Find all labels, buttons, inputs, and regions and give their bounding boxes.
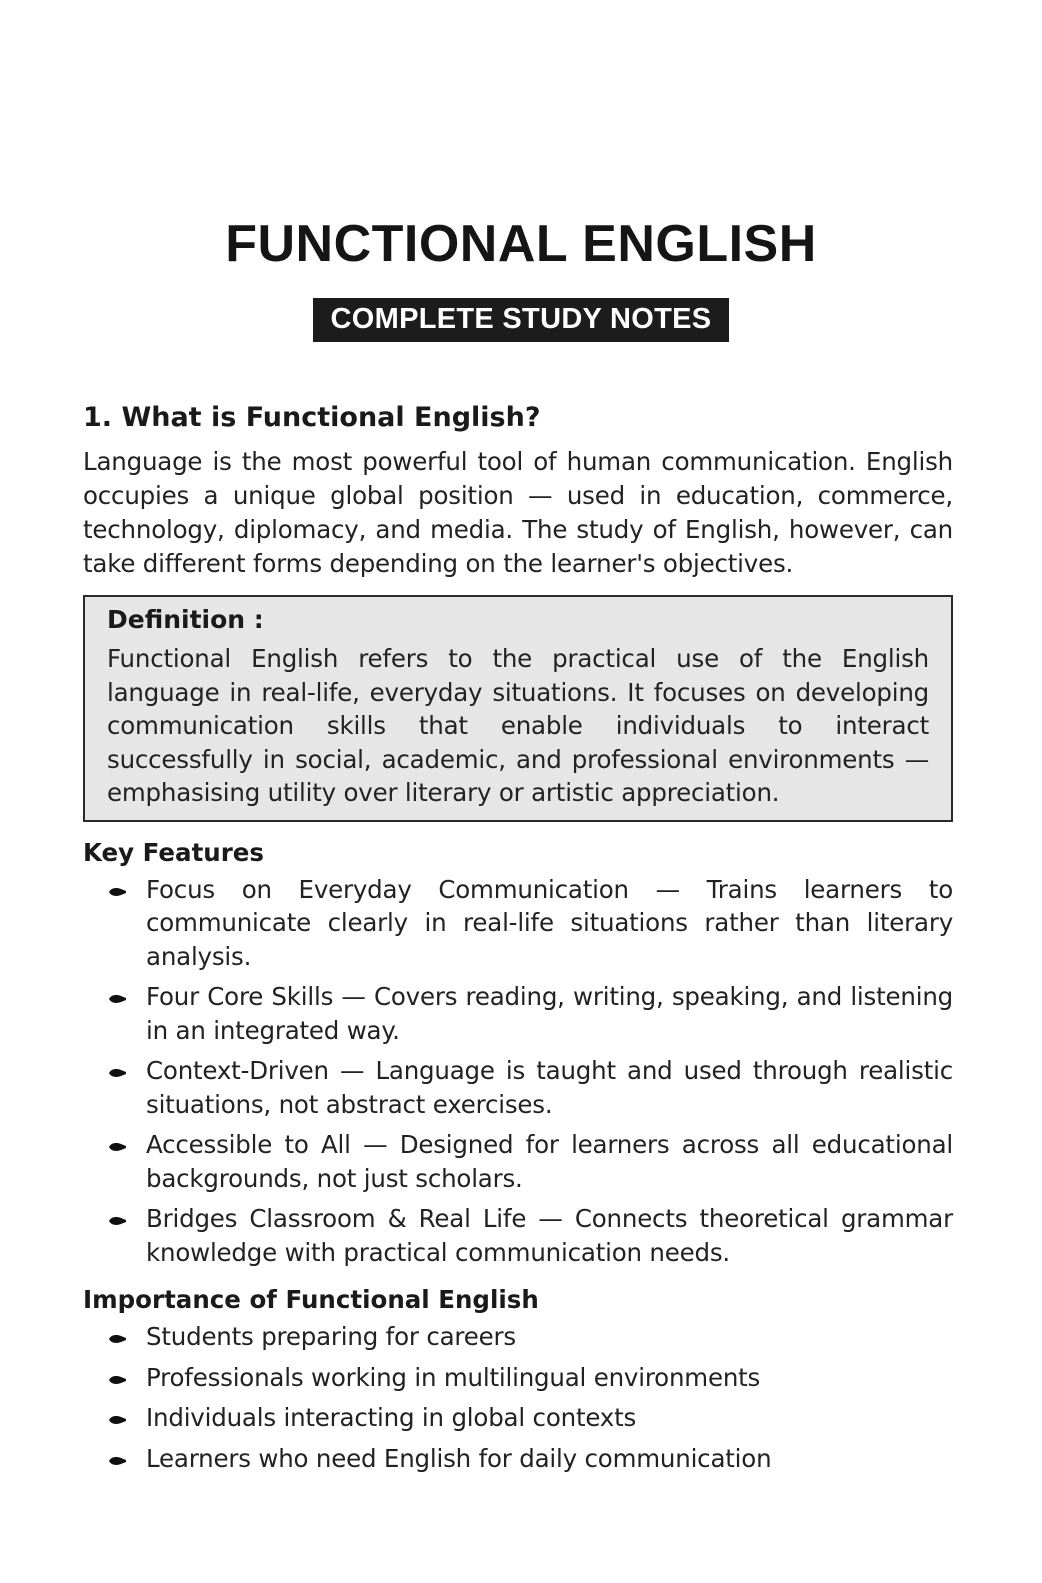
list-item: [83, 1202, 953, 1269]
definition-text: Functional English refers to the practical use of the English language in real-life, everyday situations. It focuses on developing communication skills that enable individuals to interact successfully in social, academic, and professional environments — emphasising utility over literary or artistic appreciation.: [107, 644, 929, 807]
importance-heading: Importance of Functional English: [83, 1285, 539, 1314]
pointing-hand-bullet-icon: [109, 887, 127, 897]
list-item: [83, 873, 953, 974]
importance-list: [83, 1320, 953, 1475]
list-item: [83, 1128, 953, 1195]
list-item-text: Learners who need English for daily communication: [146, 1443, 772, 1473]
pointing-hand-bullet-icon: [109, 1375, 127, 1385]
list-item: [83, 1320, 953, 1354]
list-item: [83, 1442, 953, 1476]
list-item-text: Students preparing for careers: [146, 1322, 516, 1351]
list-item-text: Four Core Skills — Covers reading, writing, speaking, and listening in an integrated way.: [146, 982, 953, 1045]
section-heading: 1. What is Functional English?: [83, 402, 541, 433]
pointing-hand-bullet-icon: [109, 1068, 127, 1078]
intro-paragraph: Language is the most powerful tool of human communication. English occupies a unique global position — used in education, commerce, technology, diplomacy, and media. The study of English, however, can take different forms depending on the learner's objectives.: [83, 447, 953, 578]
list-item-text: Context-Driven — Language is taught and used through realistic situations, not abstract exercises.: [146, 1056, 953, 1119]
pointing-hand-bullet-icon: [109, 1456, 127, 1466]
list-item: [83, 1054, 953, 1121]
key-features-list: [83, 873, 953, 1270]
subtitle-banner: [0, 298, 1042, 342]
key-features-heading: Key Features: [83, 837, 264, 867]
pointing-hand-bullet-icon: [109, 994, 127, 1004]
definition-box: [83, 595, 953, 822]
page-title: FUNCTIONAL ENGLISH: [225, 215, 817, 273]
list-item-text: Accessible to All — Designed for learners across all educational backgrounds, not just scholars.: [146, 1130, 953, 1193]
list-item-text: Focus on Everyday Communication — Trains learners to communicate clearly in real-life situations rather than literary analysis.: [146, 874, 953, 971]
page-subtitle: COMPLETE STUDY NOTES: [313, 298, 730, 342]
pointing-hand-bullet-icon: [109, 1216, 127, 1226]
pointing-hand-bullet-icon: [109, 1334, 127, 1344]
section-what-is-functional-english: [83, 402, 953, 1482]
pointing-hand-bullet-icon: [109, 1415, 127, 1425]
definition-label: Definition :: [107, 605, 264, 634]
list-item: [83, 980, 953, 1047]
list-item: [83, 1361, 953, 1395]
list-item-text: Professionals working in multilingual environments: [146, 1362, 761, 1392]
list-item: [83, 1401, 953, 1435]
list-item-text: Bridges Classroom & Real Life — Connects theoretical grammar knowledge with practical communication needs.: [146, 1204, 953, 1267]
pointing-hand-bullet-icon: [109, 1142, 127, 1152]
list-item-text: Individuals interacting in global contexts: [146, 1403, 637, 1432]
